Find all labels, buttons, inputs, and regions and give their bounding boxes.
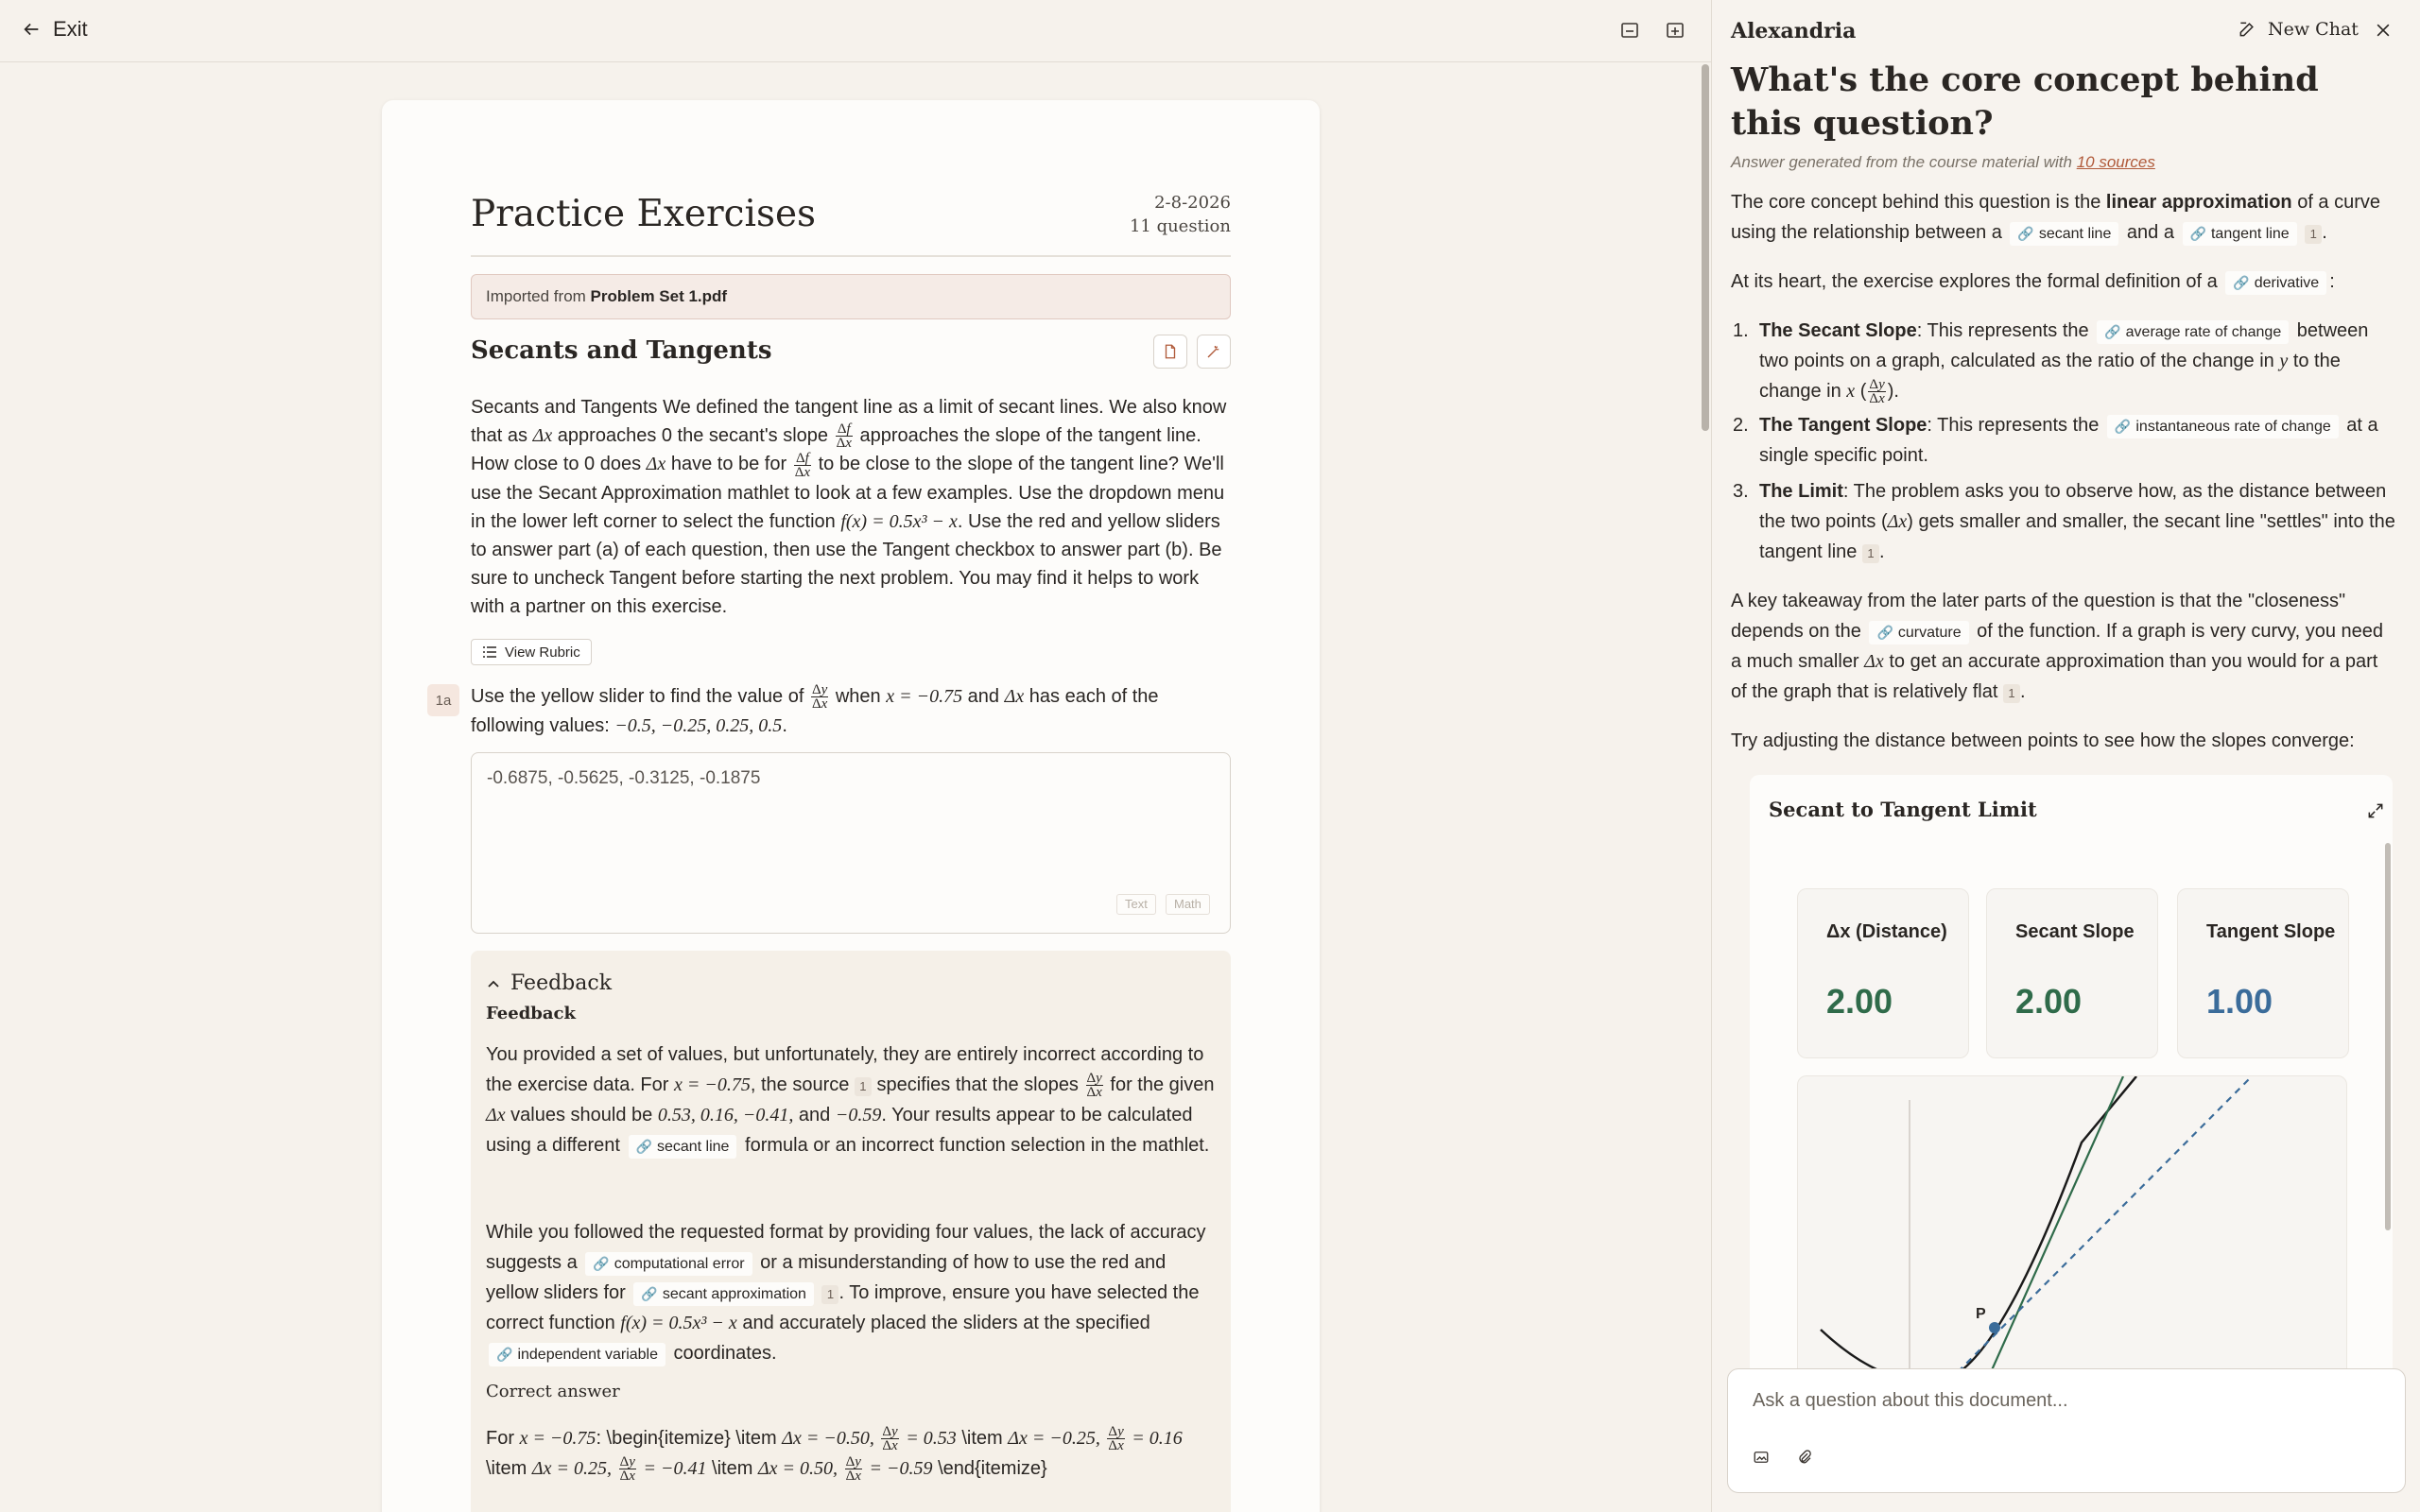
list-item: 2. The Tangent Slope: This represents the 🔗 instantaneous rate of change at a single specific point. — [1733, 415, 2378, 466]
scrollbar[interactable] — [1702, 64, 1709, 431]
feedback-paragraph: While you followed the requested format by providing four values, the lack of accuracy suggests a 🔗 computational error or a misunderstanding of how to use the red and yellow sliders for 🔗 secant approximation 1 . To improve, ensure you have selected the correct function f(x) = 0.5x³ − x and accurately placed the sliders at the specified 🔗 independent variable coordinates. — [486, 1217, 1219, 1368]
source-badge[interactable]: 1 — [1862, 544, 1879, 563]
close-icon[interactable] — [2374, 21, 2393, 40]
widget-title: Secant to Tangent Limit — [1769, 798, 2037, 821]
document-card — [382, 100, 1320, 1512]
section-body: Secants and Tangents We defined the tangent line as a limit of secant lines. We also know that as Δx approaches 0 the secant's slope $\frac{\Delta f}{\Delta x}$ approaches the slope of the tangent line. How close to 0 does Δx have to be for $\frac{\Delta f}{\Delta x}$ to be close to the slope of the tangent line? We'll use the Secant Approximation mathlet to look at a few examples. Use the dropdown menu in the lower left corner to select the function f(x) = 0.5x³ − x. Use the red and yellow sliders to answer part (a) of each question, then use the Tangent checkbox to answer part (b). Be sure to uncheck Tangent before starting the next problem. You may find it helps to work with a partner on this exercise. — [471, 397, 1227, 618]
answer-field[interactable] — [471, 752, 1231, 934]
source-badge[interactable]: 1 — [2305, 225, 2322, 244]
import-file: Problem Set 1.pdf — [590, 287, 728, 305]
stat-label: Tangent Slope — [2206, 921, 2336, 942]
stat-label: Δx (Distance) — [1826, 921, 1947, 942]
answer-source-note: Answer generated from the course material with 10 sources — [1731, 153, 2155, 171]
rubric-label: View Rubric — [505, 644, 580, 661]
answer-paragraph: At its heart, the exercise explores the formal definition of a 🔗 derivative : — [1731, 266, 2398, 297]
question-count: 11 question — [1129, 216, 1231, 236]
stat-value: 2.00 — [2015, 982, 2083, 1021]
function-curve — [1821, 1076, 2136, 1380]
magic-wand-button[interactable] — [1197, 335, 1231, 369]
paperclip-icon[interactable] — [1796, 1449, 1813, 1466]
concept-chip[interactable]: 🔗 average rate of change — [2097, 320, 2289, 344]
edit-icon — [2238, 20, 2256, 39]
answer-value: -0.6875, -0.5625, -0.3125, -0.1875 — [487, 768, 761, 788]
exit-label: Exit — [53, 17, 88, 41]
correct-answer-text: For x = −0.75: \begin{itemize} \item Δx = −0.50, $\frac{\Delta y}{\Delta x}$ = 0.53 \item Δx = −0.25, $\frac{\Delta y}{\Delta x}$ = 0.16 \item Δx = 0.25, $\frac{\Delta y}{\Delta x}$ = −0.41 \item Δx = 0.50, $\frac{\Delta y}{\Delta x}$ = −0.59 \end{itemize} — [486, 1424, 1183, 1485]
interactive-widget — [1750, 775, 2393, 1380]
link-icon: 🔗 — [496, 1347, 513, 1362]
link-icon: 🔗 — [2114, 419, 2132, 434]
assistant-panel — [1711, 0, 2420, 1512]
document-action-button[interactable] — [1153, 335, 1187, 369]
tangent-line — [1949, 1076, 2252, 1380]
list-icon — [482, 645, 497, 659]
link-icon: 🔗 — [635, 1139, 652, 1154]
link-icon: 🔗 — [2233, 275, 2250, 290]
concept-chip[interactable]: 🔗 secant approximation — [633, 1282, 814, 1306]
view-rubric-button[interactable] — [471, 639, 592, 665]
answer-paragraph: Try adjusting the distance between points to see how the slopes converge: — [1731, 730, 2355, 751]
top-bar — [0, 0, 1711, 62]
question-text: Use the yellow slider to find the value of $\frac{\Delta y}{\Delta x}$ when x = −0.75 and Δx has each of the following values: −0.5, −0.25, 0.25, 0.5. — [471, 682, 1159, 736]
text-mode-button[interactable]: Text — [1116, 894, 1156, 915]
collapse-panel-icon[interactable] — [1618, 19, 1641, 42]
link-icon: 🔗 — [2104, 324, 2121, 339]
source-badge[interactable]: 1 — [2003, 684, 2020, 703]
feedback-paragraph: You provided a set of values, but unfortunately, they are entirely incorrect according to the exercise data. For x = −0.75, the source 1 specifies that the slopes $\frac{\Delta y}{\Delta x}$ for the given Δx values should be 0.53, 0.16, −0.41, and −0.59. Your results appear to be calculated using a different 🔗 secant line formula or an incorrect function selection in the mathlet. — [486, 1040, 1219, 1160]
feedback-subtitle: Feedback — [486, 1004, 576, 1023]
new-chat-label: New Chat — [2268, 19, 2359, 40]
chat-question: What's the core concept behind this question? — [1731, 60, 2319, 143]
link-icon: 🔗 — [593, 1256, 610, 1271]
concept-chip[interactable]: 🔗 derivative — [2225, 271, 2326, 295]
stat-card-tangent-slope — [2177, 888, 2349, 1058]
document-date: 2-8-2026 — [1154, 193, 1231, 213]
feedback-header: Feedback — [510, 971, 613, 995]
arrow-left-icon — [21, 19, 42, 40]
list-item: 1. The Secant Slope: This represents the 🔗 average rate of change between two points on a graph, calculated as the ratio of the change in y to the change in x ( $\frac{\Delta y}{\Delta x}$ ). — [1733, 320, 2369, 407]
point-label: P — [1976, 1306, 1986, 1322]
document-icon — [1162, 343, 1179, 360]
import-banner — [471, 274, 1231, 319]
divider — [471, 255, 1231, 257]
link-icon: 🔗 — [2017, 226, 2034, 241]
math-mode-button[interactable]: Math — [1166, 894, 1210, 915]
concept-chip[interactable]: 🔗 secant line — [629, 1135, 737, 1159]
page-title: Practice Exercises — [471, 193, 817, 235]
import-prefix: Imported from — [486, 287, 586, 305]
concept-chip[interactable]: 🔗 tangent line — [2183, 222, 2297, 246]
exit-button[interactable] — [21, 17, 88, 42]
source-badge[interactable]: 1 — [821, 1285, 838, 1304]
link-icon: 🔗 — [2189, 226, 2206, 241]
concept-chip[interactable]: 🔗 independent variable — [489, 1343, 666, 1366]
slope-graph[interactable] — [1797, 1075, 2347, 1380]
chat-input-box — [1727, 1368, 2406, 1493]
point-p[interactable] — [1989, 1322, 2000, 1333]
image-icon[interactable] — [1753, 1449, 1770, 1466]
source-badge[interactable]: 1 — [855, 1077, 872, 1096]
list-item: 3. The Limit: The problem asks you to observe how, as the distance between the two points (Δx) gets smaller and smaller, the secant line "settles" into the tangent line 1 . — [1733, 481, 2395, 562]
stat-card-secant-slope — [1986, 888, 2158, 1058]
feedback-toggle[interactable] — [486, 971, 612, 995]
sources-link[interactable]: 10 sources — [2076, 153, 2155, 171]
section-title: Secants and Tangents — [471, 336, 772, 365]
stat-value: 2.00 — [1826, 982, 1893, 1021]
concept-chip[interactable]: 🔗 curvature — [1869, 621, 1968, 644]
ask-input[interactable] — [1753, 1390, 2377, 1412]
expand-icon[interactable] — [2366, 801, 2385, 820]
concept-chip[interactable]: 🔗 computational error — [585, 1252, 752, 1276]
link-icon: 🔗 — [1876, 625, 1893, 640]
new-chat-button[interactable] — [2238, 19, 2359, 40]
expand-panel-icon[interactable] — [1664, 19, 1686, 42]
link-icon: 🔗 — [641, 1286, 658, 1301]
concept-chip[interactable]: 🔗 secant line — [2010, 222, 2118, 246]
correct-answer-heading: Correct answer — [486, 1382, 620, 1401]
concept-chip[interactable]: 🔗 instantaneous rate of change — [2107, 415, 2339, 438]
feedback-panel — [471, 951, 1231, 1512]
widget-scrollbar[interactable] — [2385, 843, 2391, 1230]
stat-label: Secant Slope — [2015, 921, 2135, 942]
assistant-name: Alexandria — [1731, 19, 1857, 43]
question-number-badge: 1a — [427, 684, 459, 716]
document-meta — [1130, 191, 1231, 238]
magic-wand-icon — [1205, 343, 1222, 360]
stat-card-distance — [1797, 888, 1969, 1058]
answer-paragraph: The core concept behind this question is the linear approximation of a curve using the relationship between a 🔗 secant line and a 🔗 tangent line 1 . — [1731, 187, 2398, 248]
answer-paragraph: A key takeaway from the later parts of the question is that the "closeness" depends on the 🔗 curvature of the function. If a graph is very curvy, you need a much smaller Δx to get an accurate approximation than you would for a part of the graph that is relatively flat 1 . — [1731, 591, 2384, 702]
secant-line — [1987, 1076, 2123, 1380]
stat-value: 1.00 — [2206, 982, 2273, 1021]
chevron-up-icon — [486, 976, 501, 991]
